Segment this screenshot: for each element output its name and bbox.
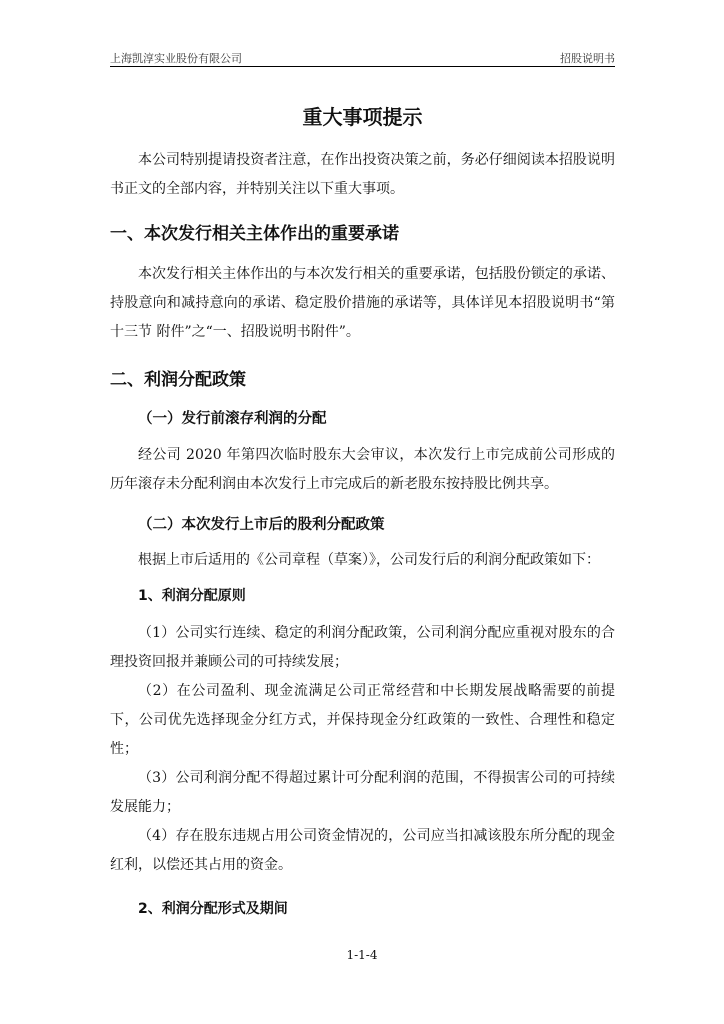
subsection-2-body: 根据上市后适用的《公司章程（草案）》，公司发行后的利润分配政策如下： [138, 552, 600, 568]
subsection-2-heading: （二）本次发行上市后的股利分配政策 [138, 517, 385, 533]
header-document-type: 招股说明书 [560, 52, 615, 65]
subsection-1-body: 经公司 2020 年第四次临时股东大会审议，本次发行上市完成前公司形成的历年滚存未分配利润由本次发行上市完成后的新老股东按持股比例共享。 [110, 447, 615, 492]
principle-point: （3）公司利润分配不得超过累计可分配利润的范围，不得损害公司的可持续发展能力； [110, 770, 615, 815]
principle-point: （1）公司实行连续、稳定的利润分配政策，公司利润分配应重视对股东的合理投资回报并兼顾公司的可持续发展； [110, 625, 615, 670]
principle-point: （4）存在股东违规占用公司资金情况的，公司应当扣减该股东所分配的现金红利，以偿还其占用的资金。 [110, 828, 615, 873]
section-1-body: 本次发行相关主体作出的与本次发行相关的重要承诺，包括股份锁定的承诺、持股意向和减持意向的承诺、稳定股价措施的承诺等，具体详见本招股说明书“第十三节 附件”之“一、招股说明书附件”。 [110, 266, 615, 340]
header-divider [110, 66, 615, 67]
item-1-heading: 1、利润分配原则 [138, 588, 246, 604]
page-content [110, 102, 615, 918]
page-title: 重大事项提示 [302, 105, 423, 129]
item-2-heading: 2、利润分配形式及期间 [138, 901, 288, 917]
header-company-name: 上海凯淳实业股份有限公司 [110, 52, 242, 65]
subsection-1-heading: （一）发行前滚存利润的分配 [138, 411, 327, 427]
intro-paragraph: 本公司特别提请投资者注意，在作出投资决策之前，务必仔细阅读本招股说明书正文的全部内容，并特别关注以下重大事项。 [110, 152, 615, 197]
principle-point: （2）在公司盈利、现金流满足公司正常经营和中长期发展战略需要的前提下，公司优先选择现金分红方式，并保持现金分红政策的一致性、合理性和稳定性； [110, 683, 615, 757]
section-2-heading: 二、利润分配政策 [110, 370, 246, 390]
page-number: 1-1-4 [346, 948, 378, 962]
section-1-heading: 一、本次发行相关主体作出的重要承诺 [110, 224, 399, 244]
